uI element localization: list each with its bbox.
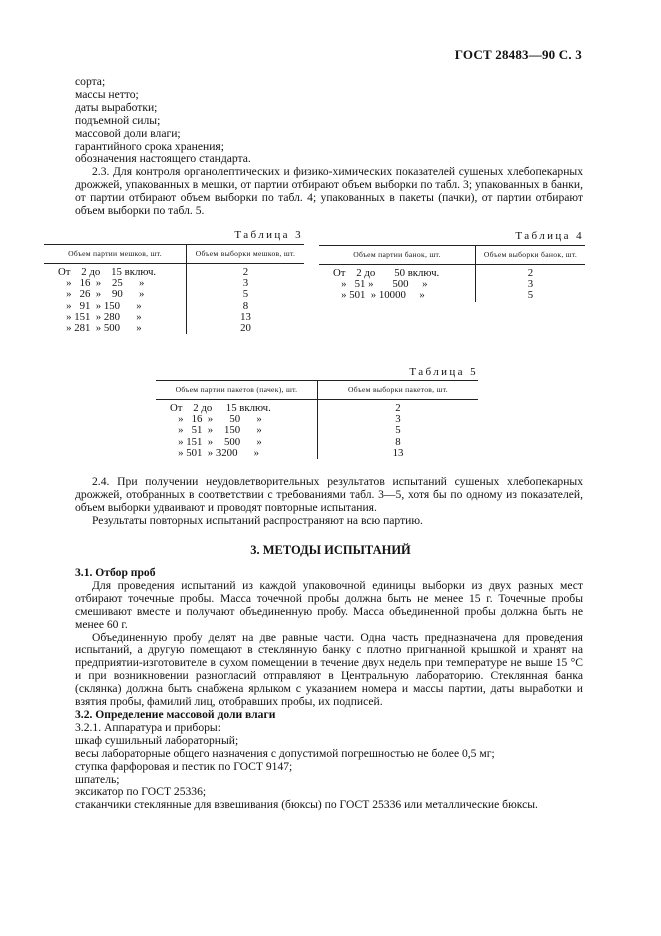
table-row: » 91 » 150 » 8	[44, 301, 304, 312]
table-row: От 2 до 15 включ. 2	[44, 264, 304, 279]
table3-caption: Таблица 3	[234, 229, 303, 241]
paragraph-3-1-a: Для проведения испытаний из каждой упаковочной единицы выборки из двух разных мест отбирают точечные пробы. Масса точечной пробы должна быть не менее 15 г. Точечные пробы смешивают вместе и получают объединенную пробу. Масса объединенной пробы должна быть не менее 60 г.	[75, 578, 583, 631]
list-item: эксикатор по ГОСТ 25336;	[75, 785, 207, 799]
table-4	[319, 245, 585, 302]
paragraph-2-4: 2.4. При получении неудовлетворительных результатов испытаний сушеных хлебопекарных дрожжей, отобранных в соответствии с требованиями табл. 3—5, хотя бы по одному из показателей, объем выборки удваивают и проводят повторные испытания.	[75, 475, 583, 514]
table-row: » 151 » 500 » 8	[156, 437, 478, 448]
paragraph-3-2-1: 3.2.1. Аппаратура и приборы:	[75, 720, 221, 734]
table5-col2-header: Объем выборки пакетов, шт.	[318, 381, 479, 400]
paragraph-2-3: 2.3. Для контроля органолептических и физико-химических показателей сушеных хлебопекарных дрожжей, упакованных в мешки, от партии отбирают объем выборки по табл. 3; упакованных в банки, от партии отбирают объем выборки по табл. 4; упакованных в пакеты (пачки), от партии отбирают объем выборки по табл. 5.	[75, 165, 583, 218]
table-row: » 151 » 280 » 13	[44, 312, 304, 323]
table4-caption: Таблица 4	[515, 230, 584, 242]
top-list	[75, 76, 583, 218]
heading-3-2: 3.2. Определение массовой доли влаги	[75, 707, 276, 721]
table3-col1-header: Объем партии мешков, шт.	[44, 245, 187, 264]
section-3-title: 3. МЕТОДЫ ИСПЫТАНИЙ	[250, 543, 411, 557]
list-item: шкаф сушильный лабораторный;	[75, 733, 239, 747]
list-item: ступка фарфоровая и пестик по ГОСТ 9147;	[75, 759, 293, 773]
paragraph-3-1-b: Объединенную пробу делят на две равные части. Одна часть предназначена для проведения испытаний, а другую помещают в стеклянную банку с плотно пригнанной крышкой и хранят на предприятии-изготовителе в сухом помещении в течение двух недель при температуре не выше 15 °С и при возникновении разногласий отправляют в Центральную лабораторию. Стеклянная банка (склянка) должна быть снабжена ярлыком с указанием номера и массы партии, даты выработки и взятия пробы, фамилий лиц, отобравших пробы, их подписей.	[75, 630, 583, 709]
table-row: » 51 » 500 » 3	[319, 279, 585, 290]
table-row: От 2 до 15 включ. 2	[156, 400, 478, 415]
list-item: даты выработки;	[75, 100, 158, 114]
list-item: шпатель;	[75, 772, 120, 786]
table5-col1-header: Объем партии пакетов (пачек), шт.	[156, 381, 318, 400]
section-2-4	[75, 476, 583, 528]
table-3	[44, 244, 304, 334]
table5-caption: Таблица 5	[409, 366, 478, 378]
list-item: стаканчики стеклянные для взвешивания (бюксы) по ГОСТ 25336 или металлические бюксы.	[75, 798, 538, 812]
list-item: весы лабораторные общего назначения с допустимой погрешностью не более 0,5 мг;	[75, 746, 495, 760]
table3-col2-header: Объем выборки мешков, шт.	[187, 245, 305, 264]
list-item: массы нетто;	[75, 87, 139, 101]
paragraph-2-4-results: Результаты повторных испытаний распространяют на всю партию.	[92, 513, 423, 527]
table-row: » 281 » 500 » 20	[44, 323, 304, 334]
table4-col1-header: Объем партии банок, шт.	[319, 246, 476, 265]
table-row: » 26 » 90 » 5	[44, 289, 304, 300]
table-row: » 501 » 10000 » 5	[319, 290, 585, 301]
table-row: » 16 » 25 » 3	[44, 278, 304, 289]
list-item: гарантийного срока хранения;	[75, 139, 224, 153]
list-item: обозначения настоящего стандарта.	[75, 152, 251, 166]
table-row: » 16 » 50 » 3	[156, 414, 478, 425]
table-row: От 2 до 50 включ. 2	[319, 265, 585, 280]
heading-3-1: 3.1. Отбор проб	[75, 566, 156, 579]
list-item: сорта;	[75, 75, 106, 88]
list-item: массовой доли влаги;	[75, 126, 181, 140]
table-row: » 501 » 3200 » 13	[156, 448, 478, 459]
table-row: » 51 » 150 » 5	[156, 425, 478, 436]
table4-col2-header: Объем выборки банок, шт.	[476, 246, 586, 265]
list-item: подъемной силы;	[75, 113, 161, 127]
section-3-body	[75, 567, 583, 812]
table-5	[156, 380, 478, 459]
page-header: ГОСТ 28483—90 С. 3	[454, 47, 582, 62]
